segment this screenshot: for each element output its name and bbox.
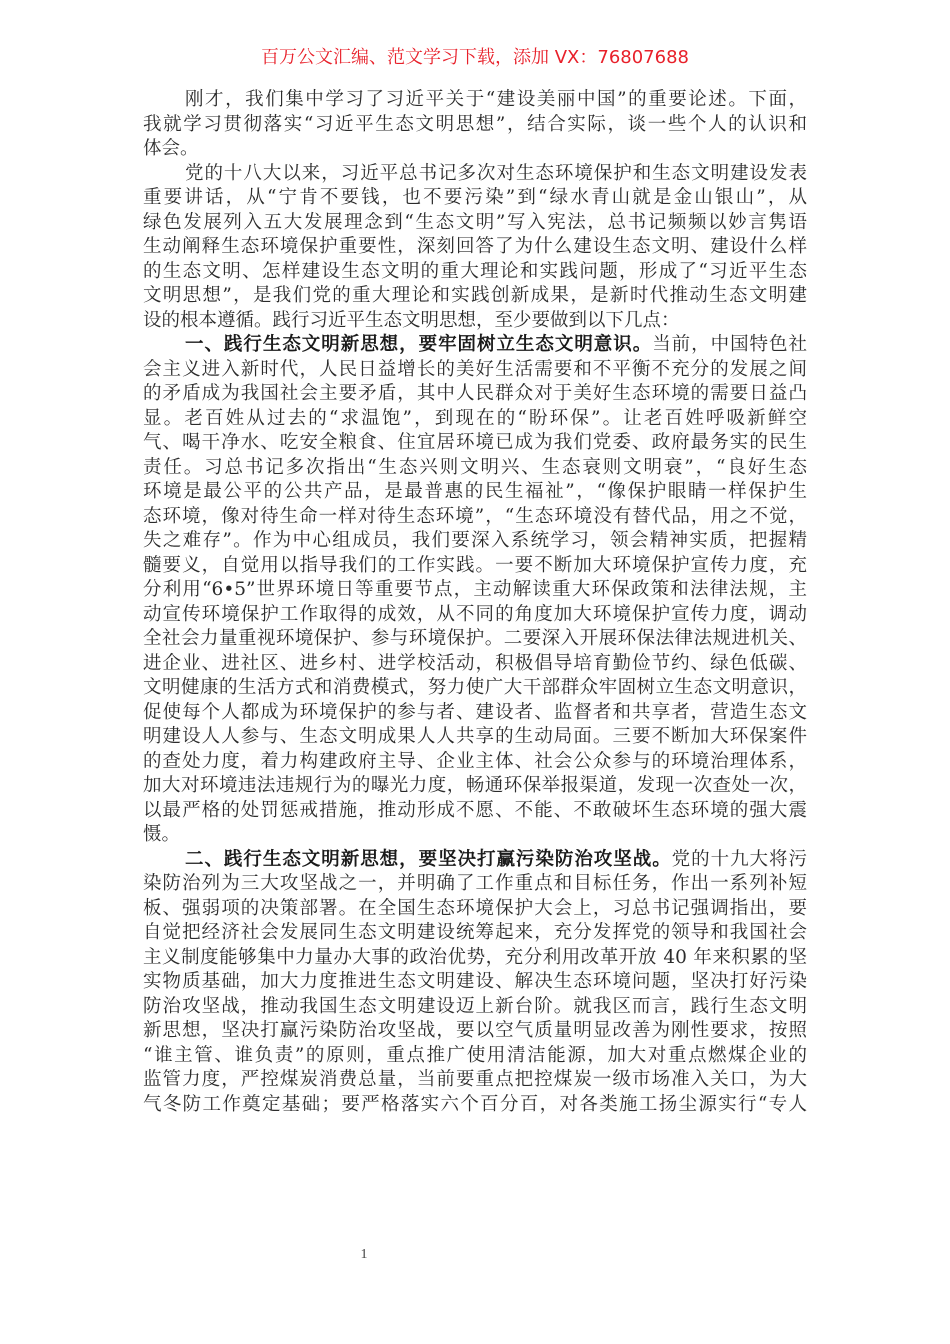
section-heading: 一、践行生态文明新思想，要牢固树立生态文明意识。 <box>185 334 653 355</box>
text-line: 文明思想”，是我们党的重大理论和实践创新成果，是新时代推动生态文明建 <box>143 285 807 306</box>
text-line: 全社会力量重视环境保护、参与环境保护。二要深入开展环保法律法规进机关、 <box>143 628 807 649</box>
text-line: 责任。习总书记多次指出“生态兴则文明兴、生态衰则文明衰”，“良好生态 <box>143 456 807 478</box>
text-line: 我就学习贯彻落实“习近平生态文明思想”，结合实际，谈一些个人的认识和 <box>143 113 807 135</box>
text-line: 自觉把经济社会发展同生态文明建设统筹起来，充分发挥党的领导和我国社会 <box>143 922 807 943</box>
text-line: 态环境，像对待生命一样对待生态环境”，“生态环境没有替代品，用之不觉， <box>143 505 807 527</box>
text-line: 气、喝干净水、吃安全粮食、住宜居环境已成为我们党委、政府最务实的民生 <box>143 432 807 453</box>
text-line <box>143 333 807 358</box>
text-line: 的查处力度，着力构建政府主导、企业主体、社会公众参与的环境治理体系， <box>143 750 807 772</box>
text-line: 生动阐释生态环境保护重要性，深刻回答了为什么建设生态文明、建设什么样 <box>143 236 807 257</box>
paragraph-section-two <box>143 848 807 1118</box>
text-line: 党的十八大以来，习近平总书记多次对生态环境保护和生态文明建设发表 <box>185 162 807 184</box>
text-line: 体会。 <box>143 138 199 159</box>
text-line: 重要讲话，从“宁肯不要钱，也不要污染”到“绿水青山就是金山银山”，从 <box>143 187 807 208</box>
paragraph-section-one <box>143 333 807 848</box>
text-run: 党的十九大将污 <box>671 848 807 870</box>
text-line: 板、强弱项的决策部署。在全国生态环境保护大会上，习总书记强调指出，要 <box>143 897 807 919</box>
text-line: 会主义进入新时代，人民日益增长的美好生活需要和不平衡不充分的发展之间 <box>143 358 807 380</box>
text-line: 加大对环境违法违规行为的曝光力度，畅通环保举报渠道，发现一次查处一次， <box>143 775 807 796</box>
text-line: 髓要义，自觉用以指导我们的工作实践。一要不断加大环境保护宣传力度，充 <box>143 554 807 576</box>
paragraph-background <box>143 162 807 334</box>
text-line: 气冬防工作奠定基础；要严格落实六个百分百，对各类施工扬尘源实行“专人 <box>143 1093 807 1115</box>
text-line: 文明健康的生活方式和消费模式，努力使广大干部群众牢固树立生态文明意识， <box>143 677 807 698</box>
text-line: 绿色发展列入五大发展理念到“生态文明”写入宪法，总书记频频以妙言隽语 <box>143 211 807 233</box>
text-line <box>143 848 807 873</box>
section-heading: 二、践行生态文明新思想，要坚决打赢污染防治攻坚战。 <box>185 848 672 870</box>
text-line: 监管力度，严控煤炭消费总量，当前要重点把控煤炭一级市场准入关口，为大 <box>143 1069 807 1090</box>
text-line: 新思想，坚决打赢污染防治攻坚战，要以空气质量明显改善为刚性要求，按照 <box>143 1020 807 1041</box>
text-line: 设的根本遵循。践行习近平生态文明思想，至少要做到以下几点： <box>143 309 680 331</box>
text-line: 明建设人人参与、生态文明成果人人共享的生动局面。三要不断加大环保案件 <box>143 726 807 747</box>
text-line: 进企业、进社区、进乡村、进学校活动，积极倡导培育勤俭节约、绿色低碳、 <box>143 652 807 674</box>
text-line: 失之难存”。作为中心组成员，我们要深入系统学习，领会精神实质，把握精 <box>143 530 807 551</box>
page-number: 1 <box>360 1247 368 1262</box>
text-line: 分利用“6•5”世界环境日等重要节点，主动解读重大环保政策和法律法规，主 <box>143 579 807 600</box>
text-line: 刚才，我们集中学习了习近平关于“建设美丽中国”的重要论述。下面， <box>185 89 807 110</box>
text-line: 染防治列为三大攻坚战之一，并明确了工作重点和目标任务，作出一系列补短 <box>143 873 807 894</box>
text-line: 实物质基础，加大力度推进生态文明建设、解决生态环境问题，坚决打好污染 <box>143 971 807 992</box>
text-line: 促使每个人都成为环境保护的参与者、建设者、监督者和共享者，营造生态文 <box>143 701 807 723</box>
document-body <box>143 88 807 1117</box>
text-line: 动宣传环境保护工作取得的成效，从不同的角度加大环境保护宣传力度，调动 <box>143 603 807 625</box>
text-line: “谁主管、谁负责”的原则，重点推广使用清洁能源，加大对重点燃煤企业的 <box>143 1044 807 1066</box>
text-line: 显。老百姓从过去的“求温饱”，到现在的“盼环保”。让老百姓呼吸新鲜空 <box>143 407 807 429</box>
text-line: 防治攻坚战，推动我国生态文明建设迈上新台阶。就我区而言，践行生态文明 <box>143 995 807 1017</box>
text-line: 的矛盾成为我国社会主要矛盾，其中人民群众对于美好生态环境的需要日益凸 <box>143 383 807 404</box>
text-line: 的生态文明、怎样建设生态文明的重大理论和实践问题，形成了“习近平生态 <box>143 260 807 282</box>
text-line: 环境是最公平的公共产品，是最普惠的民生福祉”，“像保护眼睛一样保护生 <box>143 481 807 502</box>
text-line: 主义制度能够集中力量办大事的政治优势，充分利用改革开放 40 年来积累的坚 <box>143 946 807 968</box>
paragraph-intro <box>143 88 807 162</box>
watermark-banner: 百万公文汇编、范文学习下载，添加 VX：76807688 <box>261 47 689 68</box>
text-line: 以最严格的处罚惩戒措施，推动形成不愿、不能、不敢破坏生态环境的强大震 <box>143 799 807 821</box>
text-run: 当前，中国特色社 <box>652 334 807 355</box>
text-line: 慑。 <box>143 824 181 845</box>
